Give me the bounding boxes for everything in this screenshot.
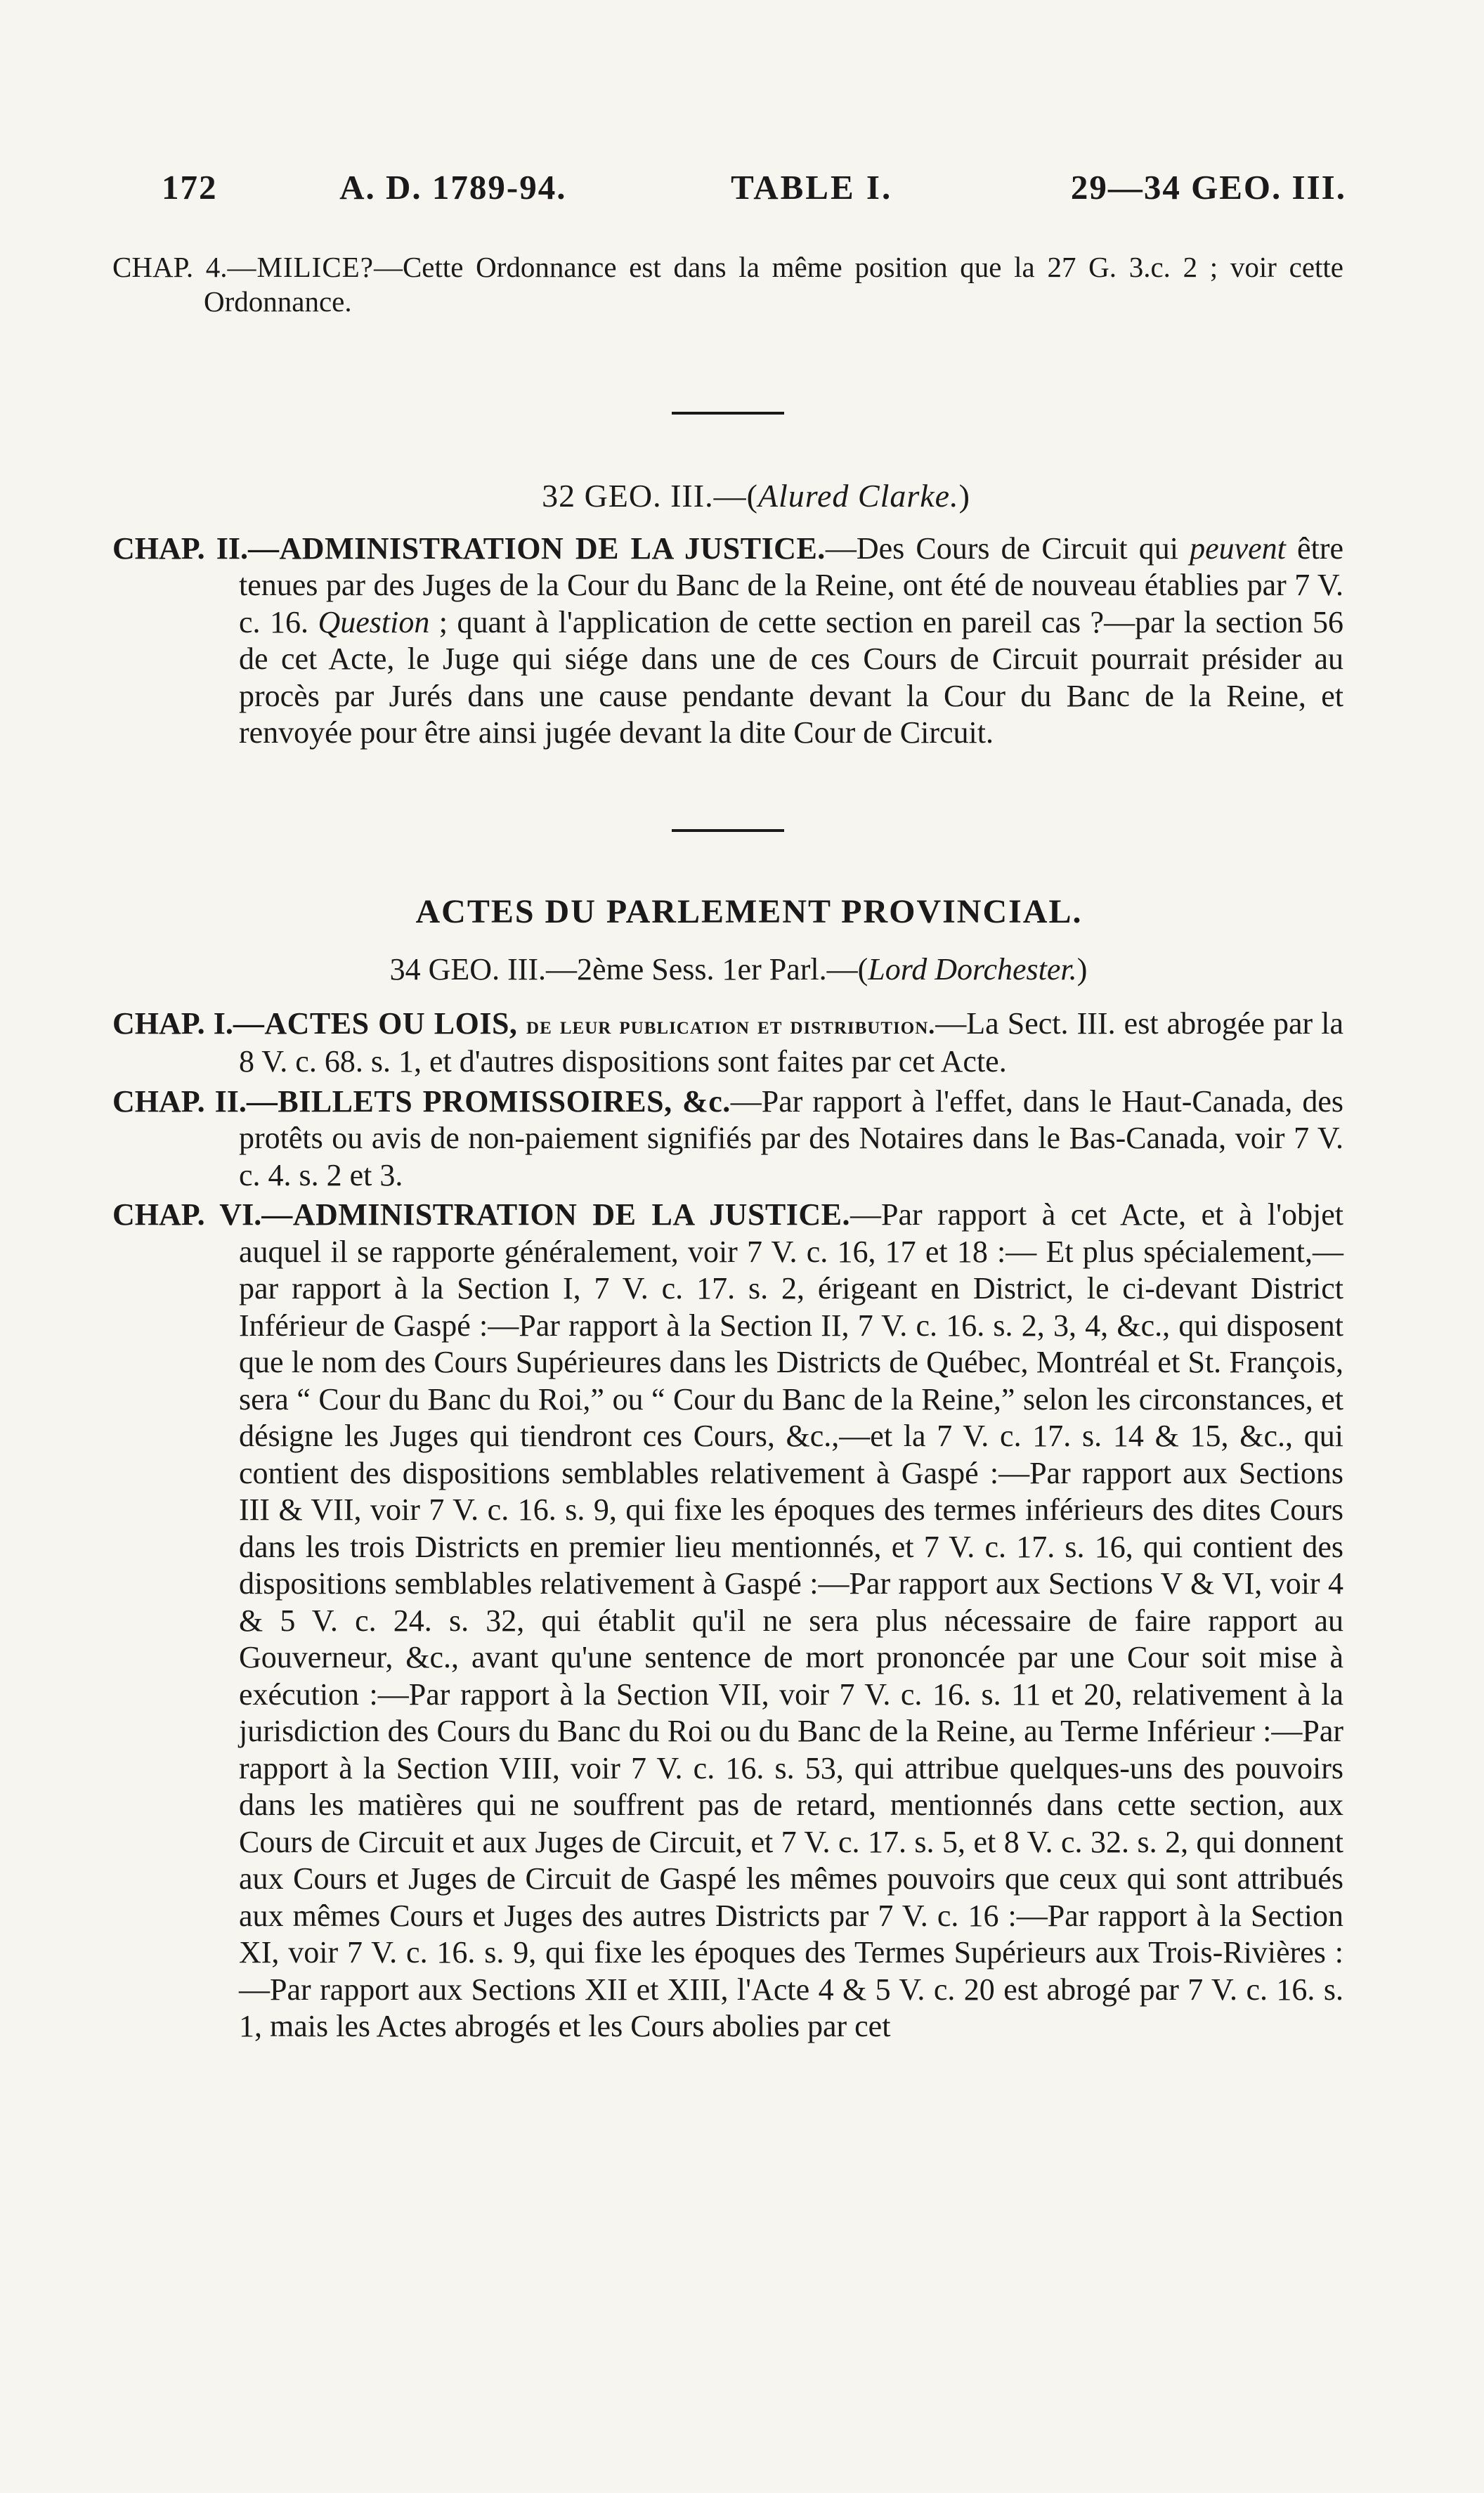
entry-title: —MILICE? bbox=[227, 251, 374, 283]
section-divider bbox=[672, 829, 784, 832]
header-table-title: TABLE I. bbox=[731, 168, 893, 207]
section-heading-32-geo: 32 GEO. III.—(Alured Clarke.) bbox=[542, 478, 970, 514]
entry-title: —BILLETS PROMISSOIRES, &c. bbox=[246, 1083, 731, 1119]
entry-chap-4-milice bbox=[112, 250, 1343, 319]
section-subheading-34-geo: 34 GEO. III.—2ème Sess. 1er Parl.—(Lord Dorchester.) bbox=[389, 952, 1088, 987]
entry-text: —Cette Ordonnance est dans la même position que la 27 G. 3.c. 2 ; voir cette Ordonnance. bbox=[204, 251, 1343, 318]
header-reign: 29—34 GEO. III. bbox=[1070, 168, 1346, 207]
entry-label: CHAP. VI. bbox=[112, 1197, 262, 1232]
entry-label: CHAP. I. bbox=[112, 1005, 233, 1041]
entry-title: —ACTES OU LOIS, bbox=[233, 1005, 527, 1041]
entry-chap-i-actes: CHAP. I.—ACTES OU LOIS, de leur publication et distribution.—La Sect. III. est abrogée par la 8 V. c. 68. s. 1, et d'autres dispositions sont faites par cet Acte. bbox=[112, 1005, 1343, 1079]
running-header bbox=[162, 167, 1346, 223]
section-divider bbox=[672, 412, 784, 415]
governor-name: Alured Clarke. bbox=[757, 478, 959, 514]
governor-name: Lord Dorchester. bbox=[868, 952, 1077, 987]
header-dates: A. D. 1789-94. bbox=[339, 168, 567, 207]
entry-chap-vi-justice: CHAP. VI.—ADMINISTRATION DE LA JUSTICE.—Par rapport à cet Acte, et à l'objet auquel il se rapporte généralement, voir 7 V. c. 16, 17 et 18 :— Et plus spécialement,—par rapport à la Section I, 7 V. c. 17. s. 2, érigeant en District, le ci-devant District Inférieur de Gaspé :—Par rapport à la Section II, 7 V. c. 16. s. 2, 3, 4, &c., qui disposent que le nom des Cours Supérieures dans les Districts de Québec, Montréal et St. François, sera “ Cour du Banc du Roi,” ou “ Cour du Banc de la Reine,” selon les circonstances, et désigne les Juges qui tiendront ces Cours, &c.,—et la 7 V. c. 17. s. 14 & 15, &c., qui contient des dispositions semblables relativement à Gaspé :—Par rapport aux Sections III & VII, voir 7 V. c. 16. s. 9, qui fixe les époques des termes inférieurs des dites Cours dans les trois Districts en premier lieu mentionnés, et 7 V. c. 17. s. 16, qui contient des dispositions semblables relativement à Gaspé :—Par rapport aux Sections V & VI, voir 4 & 5 V. c. 24. s. 32, qui établit qu'il ne sera plus nécessaire de faire rapport au Gouverneur, &c., avant qu'une sentence de mort prononcée par une Cour soit mise à exécution :—Par rapport à la Section VII, voir 7 V. c. 16. s. 11 et 20, relativement à la jurisdiction des Cours du Banc du Roi ou du Banc de la Reine, au Terme Inférieur :—Par rapport à la Section VIII, voir 7 V. c. 16. s. 53, qui attribue quelques-uns des pouvoirs dans les matières qui ne souffrent pas de retard, mentionnés dans cette section, aux Cours de Circuit et aux Juges de Circuit, et 7 V. c. 17. s. 5, et 8 V. c. 32. s. 2, qui donnent aux Cours et Juges de Circuit de Gaspé les mêmes pouvoirs que ceux qui sont attribués aux mêmes Cours et Juges des autres Districts par 7 V. c. 16 :—Par rapport à la Section XI, voir 7 V. c. 16. s. 9, qui fixe les époques des Termes Supérieurs aux Trois-Rivières : —Par rapport aux Sections XII et XIII, l'Acte 4 & 5 V. c. 20 est abrogé par 7 V. c. 16. s. 1, mais les Actes abrogés et les Cours abolies par cet bbox=[112, 1197, 1343, 2043]
entry-title: —ADMINISTRATION DE LA JUSTICE. bbox=[248, 531, 826, 566]
entry-title: —ADMINISTRATION DE LA JUSTICE. bbox=[261, 1197, 851, 1232]
page-body bbox=[112, 250, 1343, 2045]
entry-label: CHAP. 4. bbox=[112, 251, 228, 283]
entry-chap-ii-billets: CHAP. II.—BILLETS PROMISSOIRES, &c.—Par rapport à l'effet, dans le Haut-Canada, des protêts ou avis de non-paiement signifiés par des Notaires dans le Bas-Canada, voir 7 V. c. 4. s. 2 et 3. bbox=[112, 1083, 1343, 1192]
entry-label: CHAP. II. bbox=[112, 531, 249, 566]
section-heading-actes: ACTES DU PARLEMENT PROVINCIAL. bbox=[415, 892, 1083, 930]
page-number: 172 bbox=[162, 168, 218, 207]
entry-chap-ii-justice: CHAP. II.—ADMINISTRATION DE LA JUSTICE.—Des Cours de Circuit qui peuvent être tenues par des Juges de la Cour du Banc de la Reine, ont été de nouveau établies par 7 V. c. 16. Question ; quant à l'application de cette section en pareil cas ?—par la section 56 de cet Acte, le Juge qui siége dans une de ces Cours de Circuit pourrait présider au procès par Jurés dans une cause pendante devant la Cour du Banc de la Reine, et renvoyée pour être ainsi jugée devant la dite Cour de Circuit. bbox=[112, 531, 1343, 750]
entry-label: CHAP. II. bbox=[112, 1083, 247, 1119]
